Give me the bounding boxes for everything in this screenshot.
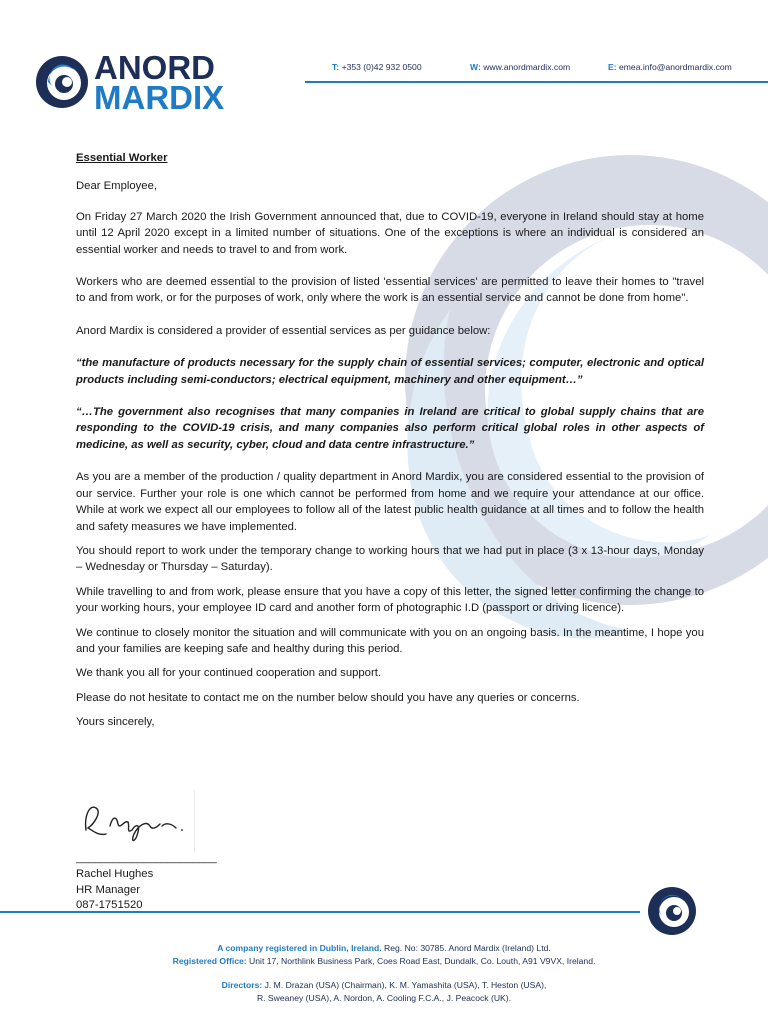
paragraph-8: We thank you all for your continued cooperation and support. [76,667,381,680]
logo-word-1: ANORD [94,52,215,86]
header-divider [305,81,768,83]
phone-number: +353 (0)42 932 0500 [341,62,422,72]
paragraph-2: Workers who are deemed essential to the provision of listed 'essential services' are permitted to leave their homes to "travel to and from work, or for the purposes of work, only where the work is an essential service and cannot be done from home". [76,276,704,305]
closing: Yours sincerely, [76,716,155,729]
paragraph-6: While travelling to and from work, please ensure that you have a copy of this letter, the signed letter confirming the change to your working hours, your employee ID card and another form of photographic I.D (passport or driving licence). [76,585,704,615]
swirl-logo-icon [647,886,697,936]
letter-body [76,150,704,731]
registration-text: Reg. No: 30785. Anord Mardix (Ireland) Ltd. [381,943,551,953]
website-label: W: [470,62,481,72]
paragraph-7: We continue to closely monitor the situation and will communicate with you on an ongoing basis. In the meantime, I hope you and your families are keeping safe and healthy during this period. [76,626,704,655]
anord-mardix-logo [34,52,284,112]
quote-2: “…The government also recognises that many companies in Ireland are critical to global supply chains that are responding to the COVID-19 crisis, and many companies also perform critical global roles in other aspects of medicine, as well as security, cyber, cloud and data centre infrastructure.” [76,406,704,451]
header-email[interactable] [608,62,732,72]
email-label: E: [608,62,617,72]
signatory-phone: 087-1751520 [76,899,143,911]
footer-divider [0,911,640,913]
footer-directors [0,979,768,992]
paragraph-3: Anord Mardix is considered a provider of essential services as per guidance below: [76,324,491,337]
footer [0,942,768,1004]
header-phone [332,62,422,72]
website-url[interactable]: www.anordmardix.com [483,62,571,72]
quote-1: “the manufacture of products necessary for the supply chain of essential services; computer, electronic and optical products including semi-conductors; electrical equipment, machinery and other equipment…” [76,357,704,386]
directors-label: Directors: [221,980,263,990]
office-label: Registered Office: [172,955,247,966]
directors-text-1: J. M. Drazan (USA) (Chairman), K. M. Yamashita (USA), T. Heston (USA), [262,980,547,990]
signature-line: _______________________ [76,852,217,864]
signatory-title: HR Manager [76,883,141,896]
footer-registration [0,942,768,955]
registration-label: A company registered in Dublin, Ireland. [217,943,382,953]
header-website[interactable] [470,62,570,72]
signature-block [76,790,276,914]
office-text: Unit 17, Northlink Business Park, Coes Road East, Dundalk, Co. Louth, A91 V9VX, Ireland. [246,955,596,966]
paragraph-1: On Friday 27 March 2020 the Irish Government announced that, due to COVID-19, everyone in Ireland should stay at home until 12 April 2020 except in a limited number of situations. One of the exceptions is where an individual is considered an essential worker and needs to travel to and from work. [76,210,704,256]
footer-office [0,955,768,968]
logo-word-2: MARDIX [94,79,225,112]
phone-label: T: [332,62,340,72]
paragraph-4: As you are a member of the production / quality department in Anord Mardix, you are considered essential to the provision of our service. Further your role is one which cannot be performed from home and we require your attendance at our office. While at work we expect all our employees to follow all of the latest public health guidance at all times and to follow the health and safety measures we have implemented. [76,471,704,533]
salutation: Dear Employee, [76,180,157,193]
paragraph-5: You should report to work under the temporary change to working hours that we had put in place (3 x 13-hour days, Monday – Wednesday or Thursday – Saturday). [76,544,704,574]
paragraph-9: Please do not hesitate to contact me on the number below should you have any queries or concerns. [76,691,580,704]
signature-image [76,790,195,852]
email-address[interactable]: emea.info@anordmardix.com [618,62,732,72]
signatory-name: Rachel Hughes [76,868,154,880]
letter-subject: Essential Worker [76,152,168,164]
directors-text-2: R. Sweaney (USA), A. Nordon, A. Cooling F.C.A., J. Peacock (UK). [256,992,512,1003]
